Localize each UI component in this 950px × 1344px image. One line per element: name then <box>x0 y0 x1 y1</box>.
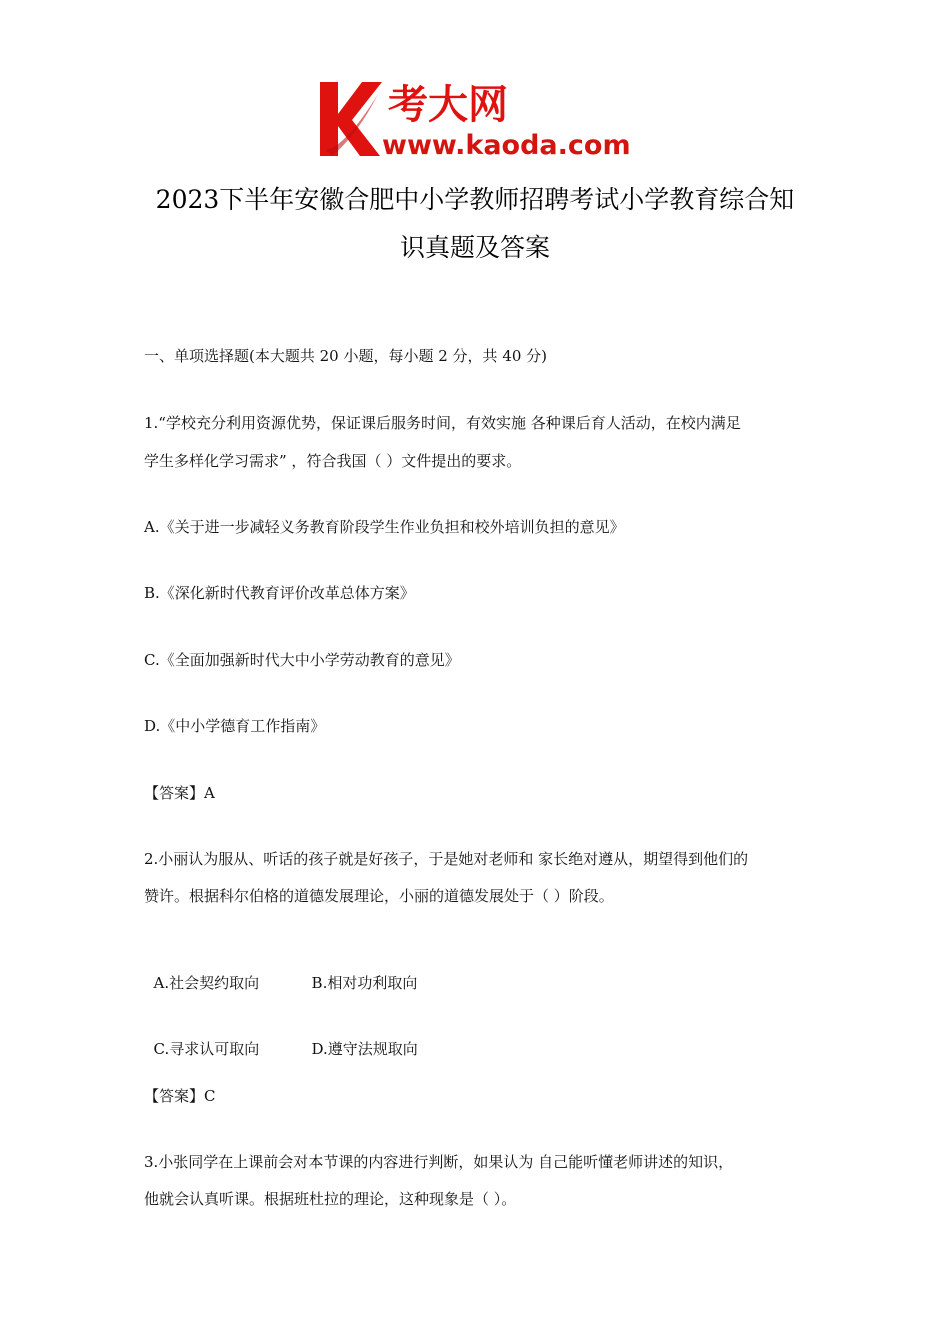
question-1-answer: 【答案】A <box>144 784 215 802</box>
document-title-line-2: 识真题及答案 <box>399 233 550 262</box>
question-1-stem-line-1: 1.“学校充分利用资源优势，保证课后服务时间，有效实施 各种课后育人活动，在校内满足 <box>144 414 741 432</box>
kaoda-logo <box>318 76 638 160</box>
question-1-option-c: C.《全面加强新时代大中小学劳动教育的意见》 <box>144 651 460 669</box>
question-2-option-b: B.相对功利取向 <box>311 974 418 992</box>
question-1-stem-line-2: 学生多样化学习需求” ，符合我国（ ）文件提出的要求。 <box>144 452 522 470</box>
question-1-option-b: B.《深化新时代教育评价改革总体方案》 <box>144 584 415 602</box>
logo-url-text: www.kaoda.com <box>382 130 631 160</box>
k-mark-icon <box>320 82 382 156</box>
logo-brand-text: 考大网 <box>388 82 508 128</box>
question-2-option-c: C.寻求认可取向 <box>153 1040 260 1058</box>
question-1-option-a: A.《关于进一步减轻义务教育阶段学生作业负担和校外培训负担的意见》 <box>144 518 625 536</box>
question-2-stem-line-1: 2.小丽认为服从、听话的孩子就是好孩子，于是她对老师和 家长绝对遵从，期望得到他们的 <box>144 850 749 868</box>
question-1-option-d: D.《中小学德育工作指南》 <box>144 717 326 735</box>
section-heading: 一、单项选择题(本大题共 20 小题，每小题 2 分，共 40 分) <box>144 347 548 365</box>
question-2-option-d: D.遵守法规取向 <box>311 1040 418 1058</box>
question-3-stem-line-1: 3.小张同学在上课前会对本节课的内容进行判断，如果认为 自己能听懂老师讲述的知识， <box>144 1153 734 1171</box>
kaoda-logo-graphic <box>318 76 638 160</box>
question-2-option-row-cd <box>144 1019 418 1059</box>
document-title-line-1: 2023下半年安徽合肥中小学教师招聘考试小学教育综合知 <box>155 185 795 214</box>
question-2-option-row-ab <box>144 953 417 993</box>
question-3-stem-line-2: 他就会认真听课。根据班杜拉的理论，这种现象是（ ）。 <box>144 1190 517 1208</box>
question-2-option-a: A.社会契约取向 <box>153 974 260 992</box>
document-title <box>120 176 830 272</box>
question-2-answer: 【答案】C <box>144 1087 216 1105</box>
question-2-stem-line-2: 赞许。根据科尔伯格的道德发展理论，小丽的道德发展处于（ ）阶段。 <box>144 887 614 905</box>
